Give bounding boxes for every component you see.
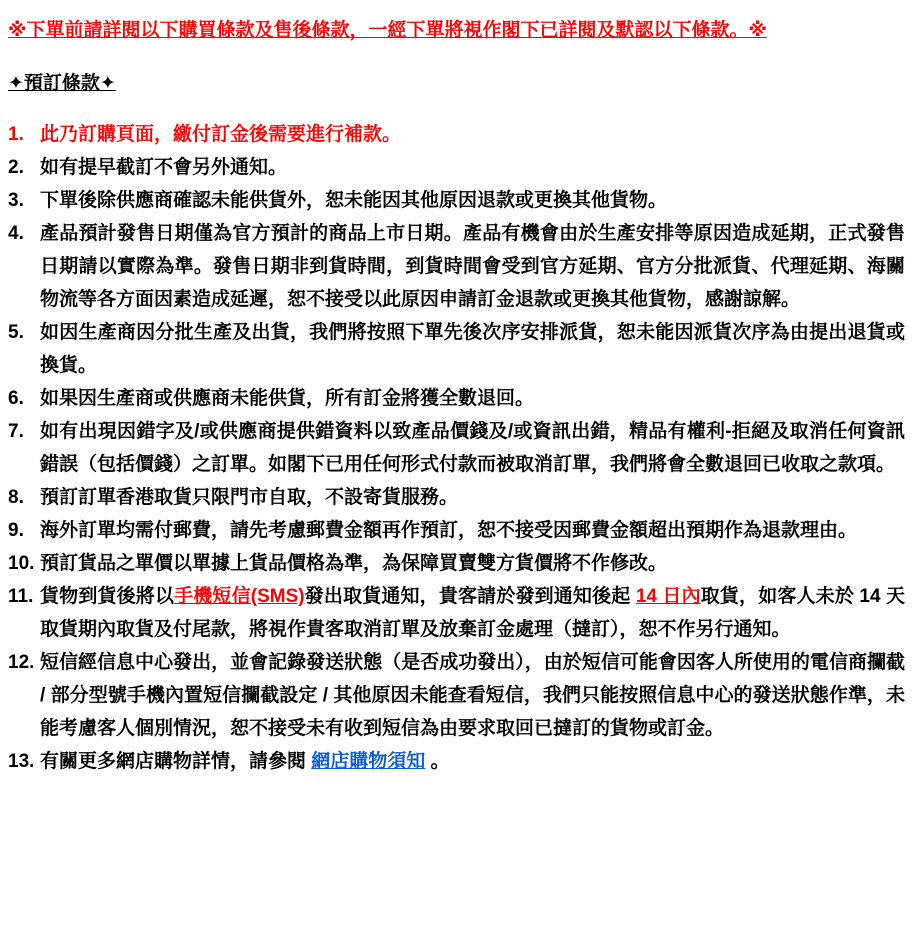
text-segment: 如因生產商因分批生產及出貨，我們將按照下單先後次序安排派貨，恕未能因派貨次序為由提出退貨或換貨。 <box>40 322 905 376</box>
terms-list <box>8 118 905 778</box>
term-number: 4. <box>8 223 24 244</box>
term-item-3 <box>8 184 905 217</box>
term-item-6 <box>8 382 905 415</box>
term-item-2 <box>8 151 905 184</box>
text-segment: 預訂貨品之單價以單據上貨品價格為準，為保障買賣雙方貨價將不作修改。 <box>40 553 668 574</box>
text-segment: 取貨，如客人未於 14 天取貨期內取貨及付尾款，將視作貴客取消訂單及放棄訂金處理（撻訂），恕不作另行通知。 <box>40 586 905 640</box>
term-item-4 <box>8 217 905 316</box>
term-text <box>40 118 905 151</box>
text-segment: 如有出現因錯字及/或供應商提供錯資料以致產品價錢及/或資訊出錯，精品有權利-拒絕及取消任何資訊錯誤（包括價錢）之訂單。如閣下已用任何形式付款而被取消訂單，我們將會全數退回已收取之款項。 <box>40 421 905 475</box>
term-item-9 <box>8 514 905 547</box>
highlighted-text: 14 日內 <box>635 586 701 607</box>
term-text <box>40 547 905 580</box>
term-item-12 <box>8 646 905 745</box>
text-segment: 貨物到貨後將以 <box>40 586 175 607</box>
term-number: 11. <box>8 586 34 607</box>
term-item-5 <box>8 316 905 382</box>
term-text <box>40 580 905 646</box>
text-segment: 海外訂單均需付郵費，請先考慮郵費金額再作預訂，恕不接受因郵費金額超出預期作為退款理由。 <box>40 520 858 541</box>
text-segment: 此乃訂購頁面，繳付訂金後需要進行補款。 <box>40 124 402 145</box>
text-segment: 預訂訂單香港取貨只限門市自取，不設寄貨服務。 <box>40 487 459 508</box>
text-segment: 如有提早截訂不會另外通知。 <box>40 157 288 178</box>
text-segment: 發出取貨通知，貴客請於發到通知後起 <box>304 586 636 607</box>
highlighted-text: 手機短信(SMS) <box>174 586 305 607</box>
pre-order-warning-notice: ※下單前請詳閱以下購買條款及售後條款，一經下單將視作閣下已詳閱及默認以下條款。※ <box>8 20 767 41</box>
term-number: 6. <box>8 388 24 409</box>
store-shopping-notice-link[interactable]: 網店購物須知 <box>311 751 426 772</box>
term-text <box>40 316 905 382</box>
term-number: 2. <box>8 157 24 178</box>
term-number: 8. <box>8 487 24 508</box>
term-item-1 <box>8 118 905 151</box>
term-number: 1. <box>8 124 24 145</box>
term-number: 12. <box>8 652 35 673</box>
term-text <box>40 382 905 415</box>
term-text <box>40 151 905 184</box>
text-segment: 下單後除供應商確認未能供貨外，恕未能因其他原因退款或更換其他貨物。 <box>40 190 668 211</box>
term-number: 9. <box>8 520 24 541</box>
term-text <box>40 481 905 514</box>
text-segment: 如果因生產商或供應商未能供貨，所有訂金將獲全數退回。 <box>40 388 535 409</box>
term-number: 10. <box>8 553 35 574</box>
term-text <box>40 217 905 316</box>
text-segment: 產品預計發售日期僅為官方預計的商品上市日期。產品有機會由於生產安排等原因造成延期，正式發售日期請以實際為準。發售日期非到貨時間，到貨時間會受到官方延期、官方分批派貨、代理延期、海關物流等各方面因素造成延遲，恕不接受以此原因申請訂金退款或更換其他貨物，感謝諒解。 <box>40 223 905 310</box>
term-item-8 <box>8 481 905 514</box>
text-segment: 有關更多網店購物詳情，請參閱 <box>40 751 312 772</box>
term-item-7 <box>8 415 905 481</box>
term-text <box>40 415 905 481</box>
term-text <box>40 745 905 778</box>
term-text <box>40 184 905 217</box>
term-item-10 <box>8 547 905 580</box>
term-number: 7. <box>8 421 24 442</box>
term-number: 5. <box>8 322 24 343</box>
term-text <box>40 514 905 547</box>
term-number: 13. <box>8 751 35 772</box>
term-item-11 <box>8 580 905 646</box>
text-segment: 。 <box>425 751 450 772</box>
section-title-preorder-terms: ✦預訂條款✦ <box>8 73 116 94</box>
term-text <box>40 646 905 745</box>
term-number: 3. <box>8 190 24 211</box>
text-segment: 短信經信息中心發出，並會記錄發送狀態（是否成功發出），由於短信可能會因客人所使用的電信商攔截 / 部分型號手機內置短信攔截設定 / 其他原因未能查看短信，我們只能按照信息中心的發送狀態作準，未能考慮客人個別情況，恕不接受未有收到短信為由要求取回已撻訂的貨物或訂金。 <box>40 652 905 739</box>
term-item-13 <box>8 745 905 778</box>
